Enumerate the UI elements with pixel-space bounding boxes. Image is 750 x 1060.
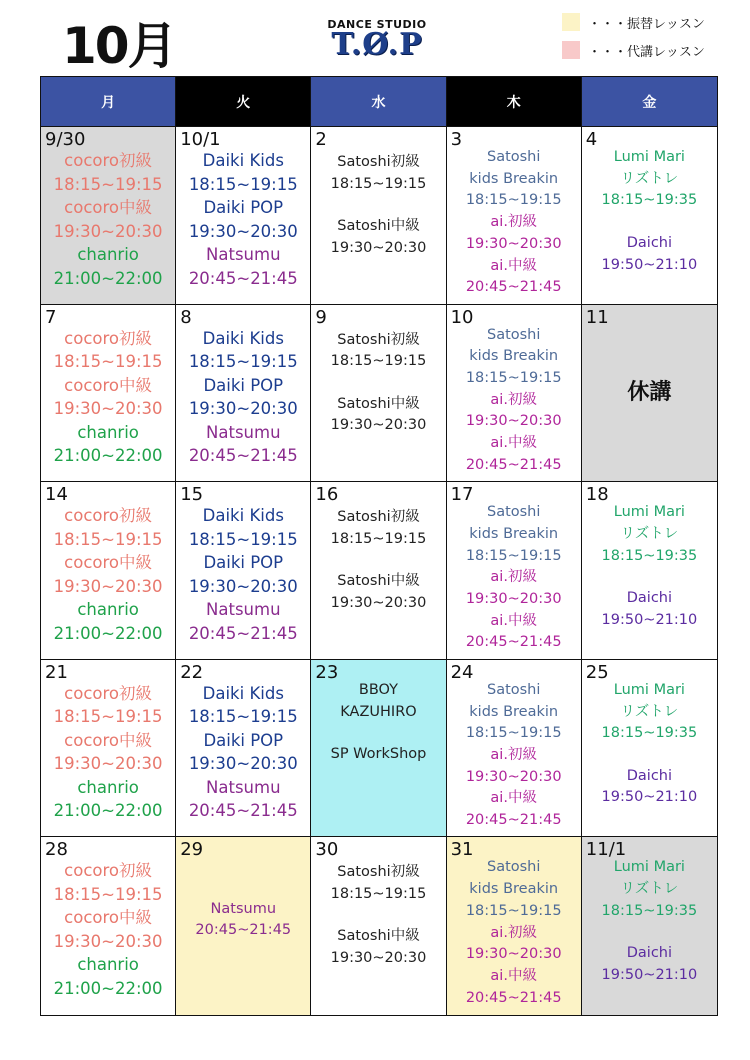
lesson-line: 21:00~22:00: [53, 978, 163, 998]
day-date: 11/1: [585, 839, 627, 861]
lesson-line: ai.中級: [490, 612, 537, 629]
lesson-line: Satoshi初級: [337, 331, 420, 348]
lesson-line: kids Breakin: [469, 348, 559, 365]
day-cell: [582, 660, 717, 838]
lesson-line: 19:30~20:30: [53, 221, 163, 241]
lesson-line: 18:15~19:15: [465, 725, 562, 742]
day-cell: [176, 482, 311, 660]
lesson-line: KAZUHIRO: [340, 703, 417, 720]
lesson-list: [176, 127, 310, 304]
lesson-list: [582, 127, 717, 304]
lesson-line: 20:45~21:45: [195, 922, 292, 939]
lesson-line: 18:15~19:15: [465, 192, 562, 209]
lesson-line: cocoro中級: [64, 908, 153, 928]
lesson-line: 20:45~21:45: [188, 446, 298, 466]
lesson-line: ai.初級: [490, 214, 537, 231]
lesson-list: [41, 305, 175, 482]
lesson-line: リズトレ: [620, 703, 679, 720]
day-cell: [41, 660, 176, 838]
lesson-line: cocoro初級: [64, 506, 153, 526]
day-date: 22: [180, 661, 204, 683]
lesson-line: chanrio: [77, 245, 139, 264]
lesson-list: [41, 482, 175, 659]
lesson-line: 19:30~20:30: [53, 399, 163, 419]
lesson-line: 18:15~19:15: [465, 902, 562, 919]
legend-item-makeup: [562, 8, 705, 36]
weekday-header: 火: [176, 77, 311, 127]
lesson-line: 18:15~19:15: [330, 175, 427, 192]
lesson-line: 18:15~19:35: [601, 192, 698, 209]
day-date: 9: [315, 306, 327, 328]
lesson-line: Daiki POP: [203, 198, 284, 217]
day-cell: [41, 127, 176, 305]
lesson-line: ai.初級: [490, 569, 537, 586]
lesson-line: 19:30~20:30: [188, 576, 298, 596]
lesson-line: 19:30~20:30: [330, 594, 427, 611]
day-date: 7: [45, 306, 57, 328]
lesson-line: SP WorkShop: [330, 745, 427, 762]
lesson-line: chanrio: [77, 955, 139, 975]
lesson-list: [311, 660, 445, 837]
lesson-list: [582, 660, 717, 837]
lesson-line: Satoshi中級: [337, 218, 420, 235]
lesson-list: [447, 837, 581, 1015]
lesson-line: 19:30~20:30: [465, 235, 562, 252]
lesson-line: cocoro初級: [64, 328, 153, 348]
lesson-line: 18:15~19:15: [53, 352, 163, 372]
day-cell: [176, 305, 311, 483]
lesson-line: 20:45~21:45: [188, 623, 298, 643]
lesson-line: 18:15~19:15: [188, 529, 298, 549]
lesson-line: chanrio: [77, 777, 139, 797]
lesson-line: kids Breakin: [469, 703, 559, 720]
logo-subtitle: DANCE STUDIO: [327, 18, 427, 31]
day-date: 30: [315, 839, 339, 861]
legend-label: ・・・代講レッスン: [588, 44, 705, 60]
lesson-line: 19:30~20:30: [465, 413, 562, 430]
lesson-line: Satoshi: [486, 149, 541, 165]
lesson-list: [41, 127, 175, 304]
lesson-line: Satoshi初級: [337, 154, 420, 170]
lesson-line: 21:00~22:00: [53, 268, 163, 288]
lesson-line: Daichi: [626, 589, 673, 606]
studio-logo: [322, 18, 432, 62]
day-date: 10/1: [180, 129, 221, 150]
lesson-line: Natsumu: [206, 422, 281, 442]
lesson-list: [311, 837, 445, 1015]
lesson-line: 20:45~21:45: [465, 989, 562, 1006]
day-cell: [176, 127, 311, 305]
day-cell: [447, 305, 582, 483]
lesson-line: リズトレ: [620, 170, 679, 187]
calendar-grid: [40, 76, 718, 1016]
day-date: 28: [45, 839, 68, 861]
lesson-list: [176, 837, 310, 1015]
lesson-line: cocoro中級: [64, 553, 153, 573]
lesson-line: Natsumu: [210, 900, 277, 917]
lesson-line: Satoshi初級: [337, 864, 420, 881]
day-date: 9/30: [45, 129, 86, 150]
weekday-header: 木: [447, 77, 582, 127]
lesson-line: Daichi: [626, 945, 673, 962]
lesson-line: 19:30~20:30: [53, 931, 163, 951]
legend-swatch-makeup: [562, 13, 580, 31]
lesson-line: Daiki POP: [203, 730, 284, 750]
month-title: 10月: [62, 17, 176, 75]
day-date: 14: [45, 484, 68, 506]
lesson-line: cocoro初級: [64, 151, 153, 170]
day-date: 16: [315, 484, 339, 506]
day-date: 29: [180, 839, 204, 861]
lesson-line: ai.初級: [490, 746, 537, 763]
day-date: 3: [450, 129, 463, 150]
lesson-list: [447, 305, 581, 482]
logo-wordmark: T.Ø.P: [331, 27, 423, 62]
lesson-line: Daiki POP: [203, 553, 284, 573]
legend-swatch-substitute: [562, 41, 580, 59]
lesson-line: 18:15~19:15: [188, 352, 298, 372]
day-date: 15: [180, 484, 204, 506]
lesson-line: 18:15~19:15: [53, 884, 163, 904]
lesson-line: 18:15~19:35: [601, 547, 698, 564]
lesson-list: [447, 127, 581, 304]
lesson-line: chanrio: [77, 422, 139, 442]
day-cell: [311, 660, 446, 838]
legend-item-substitute: [562, 36, 705, 64]
lesson-line: 21:00~22:00: [53, 801, 163, 821]
day-date: 21: [45, 661, 68, 683]
day-cell: [176, 837, 311, 1015]
lesson-line: ai.中級: [490, 790, 537, 807]
day-cell: [41, 482, 176, 660]
lesson-line: 20:45~21:45: [465, 812, 562, 829]
lesson-list: [176, 482, 310, 659]
lesson-line: 18:15~19:15: [330, 886, 427, 903]
lesson-line: 19:30~20:30: [465, 946, 562, 963]
lesson-line: 18:15~19:35: [601, 902, 698, 919]
weekday-header: 月: [41, 77, 176, 127]
lesson-line: Daiki Kids: [202, 683, 284, 703]
lesson-line: 19:30~20:30: [330, 417, 427, 434]
lesson-line: 19:30~20:30: [330, 950, 427, 967]
day-date: 23: [315, 661, 339, 683]
lesson-line: Satoshi: [486, 504, 541, 521]
lesson-line: cocoro初級: [64, 683, 153, 703]
lesson-list: [311, 127, 445, 304]
lesson-line: Satoshi: [486, 326, 541, 343]
lesson-line: 20:45~21:45: [465, 634, 562, 651]
lesson-list: [41, 837, 175, 1015]
lesson-line: 18:15~19:15: [53, 174, 163, 194]
lesson-line: kids Breakin: [469, 525, 559, 542]
day-date: 11: [585, 306, 609, 328]
lesson-line: 18:15~19:15: [53, 707, 163, 727]
lesson-line: 19:30~20:30: [330, 239, 427, 256]
day-cell: [447, 127, 582, 305]
lesson-line: 21:00~22:00: [53, 623, 163, 643]
lesson-line: ai.中級: [490, 435, 537, 452]
lesson-line: 18:15~19:15: [188, 174, 298, 194]
day-cell: [41, 305, 176, 483]
lesson-line: 18:15~19:15: [465, 370, 562, 386]
lesson-line: 19:30~20:30: [53, 576, 163, 596]
closed-label: 休講: [627, 379, 672, 405]
lesson-line: Daichi: [626, 767, 673, 784]
lesson-list: [176, 660, 310, 837]
day-cell: [311, 837, 446, 1015]
lesson-line: 19:50~21:10: [601, 789, 698, 806]
lesson-line: Daiki POP: [203, 375, 284, 395]
day-date: 25: [585, 661, 609, 683]
day-cell: [582, 482, 717, 660]
lesson-line: 20:45~21:45: [188, 268, 298, 288]
day-cell: [582, 837, 717, 1015]
lesson-line: Lumi Mari: [613, 504, 685, 521]
lesson-line: 19:50~21:10: [601, 256, 698, 273]
legend-label: ・・・振替レッスン: [588, 16, 705, 32]
day-date: 10: [450, 306, 474, 328]
lesson-line: 18:15~19:15: [53, 529, 163, 549]
day-cell: [311, 127, 446, 305]
lesson-line: 19:30~20:30: [53, 754, 163, 774]
lesson-line: cocoro中級: [64, 198, 153, 217]
lesson-line: 18:15~19:15: [188, 707, 298, 727]
lesson-line: 18:15~19:35: [601, 725, 698, 742]
lesson-line: 19:30~20:30: [465, 768, 562, 785]
lesson-line: Satoshi: [486, 681, 541, 698]
day-cell: [311, 482, 446, 660]
lesson-line: chanrio: [77, 600, 139, 620]
lesson-line: リズトレ: [620, 881, 679, 898]
lesson-line: Natsumu: [206, 245, 281, 264]
lesson-line: Satoshi初級: [337, 509, 420, 526]
lesson-line: Lumi Mari: [613, 681, 685, 698]
lesson-line: 19:50~21:10: [601, 611, 698, 628]
lesson-line: Lumi Mari: [613, 149, 685, 165]
lesson-line: ai.中級: [490, 257, 537, 274]
lesson-list: [582, 482, 717, 659]
lesson-line: 19:30~20:30: [188, 399, 298, 419]
lesson-line: 19:30~20:30: [465, 591, 562, 607]
lesson-line: cocoro初級: [64, 861, 153, 881]
lesson-line: 20:45~21:45: [465, 456, 562, 473]
day-cell: [311, 305, 446, 483]
day-cell: [447, 482, 582, 660]
lesson-list: [447, 482, 581, 659]
lesson-line: 21:00~22:00: [53, 446, 163, 466]
day-cell: [582, 127, 717, 305]
day-date: 17: [450, 484, 474, 506]
day-cell: [582, 305, 717, 483]
lesson-line: Satoshi: [486, 859, 541, 876]
weekday-header: 水: [311, 77, 446, 127]
lesson-line: Lumi Mari: [613, 859, 685, 876]
lesson-line: ai.初級: [490, 924, 537, 941]
day-cell: [176, 660, 311, 838]
day-cell: [447, 660, 582, 838]
lesson-line: Daiki Kids: [202, 328, 284, 348]
lesson-line: 18:15~19:15: [465, 547, 562, 564]
lesson-list: [582, 305, 717, 482]
lesson-line: kids Breakin: [469, 881, 559, 898]
lesson-line: 19:30~20:30: [188, 754, 298, 774]
lesson-line: 19:50~21:10: [601, 966, 698, 983]
lesson-list: [311, 482, 445, 659]
lesson-list: [311, 305, 445, 482]
day-cell: [447, 837, 582, 1015]
lesson-line: Natsumu: [206, 600, 281, 620]
lesson-line: Daiki Kids: [202, 506, 284, 526]
weekday-header: 金: [582, 77, 717, 127]
lesson-line: kids Breakin: [469, 170, 559, 187]
day-cell: [41, 837, 176, 1015]
lesson-line: 20:45~21:45: [465, 279, 562, 296]
lesson-line: Satoshi中級: [337, 928, 420, 945]
lesson-line: Daiki Kids: [202, 151, 284, 170]
lesson-line: Daichi: [626, 234, 673, 251]
lesson-line: 19:30~20:30: [188, 221, 298, 241]
lesson-line: Satoshi中級: [337, 395, 420, 412]
lesson-line: リズトレ: [620, 525, 679, 542]
lesson-line: ai.初級: [490, 391, 537, 408]
day-date: 2: [315, 129, 327, 150]
lesson-line: Natsumu: [206, 777, 281, 797]
lesson-list: [447, 660, 581, 837]
day-date: 24: [450, 661, 474, 683]
lesson-list: [176, 305, 310, 482]
lesson-list: [582, 837, 717, 1015]
lesson-line: BBOY: [358, 681, 399, 698]
lesson-line: 18:15~19:15: [330, 353, 427, 370]
lesson-line: 18:15~19:15: [330, 530, 427, 547]
day-date: 18: [585, 484, 609, 506]
lesson-line: cocoro中級: [64, 730, 153, 750]
lesson-list: [41, 660, 175, 837]
lesson-line: cocoro中級: [64, 375, 153, 395]
day-date: 31: [450, 839, 474, 861]
day-date: 8: [180, 306, 192, 328]
lesson-line: Satoshi中級: [337, 573, 420, 590]
lesson-line: ai.中級: [490, 967, 537, 984]
day-date: 4: [585, 129, 598, 150]
lesson-line: 20:45~21:45: [188, 801, 298, 821]
legend: [562, 8, 705, 64]
